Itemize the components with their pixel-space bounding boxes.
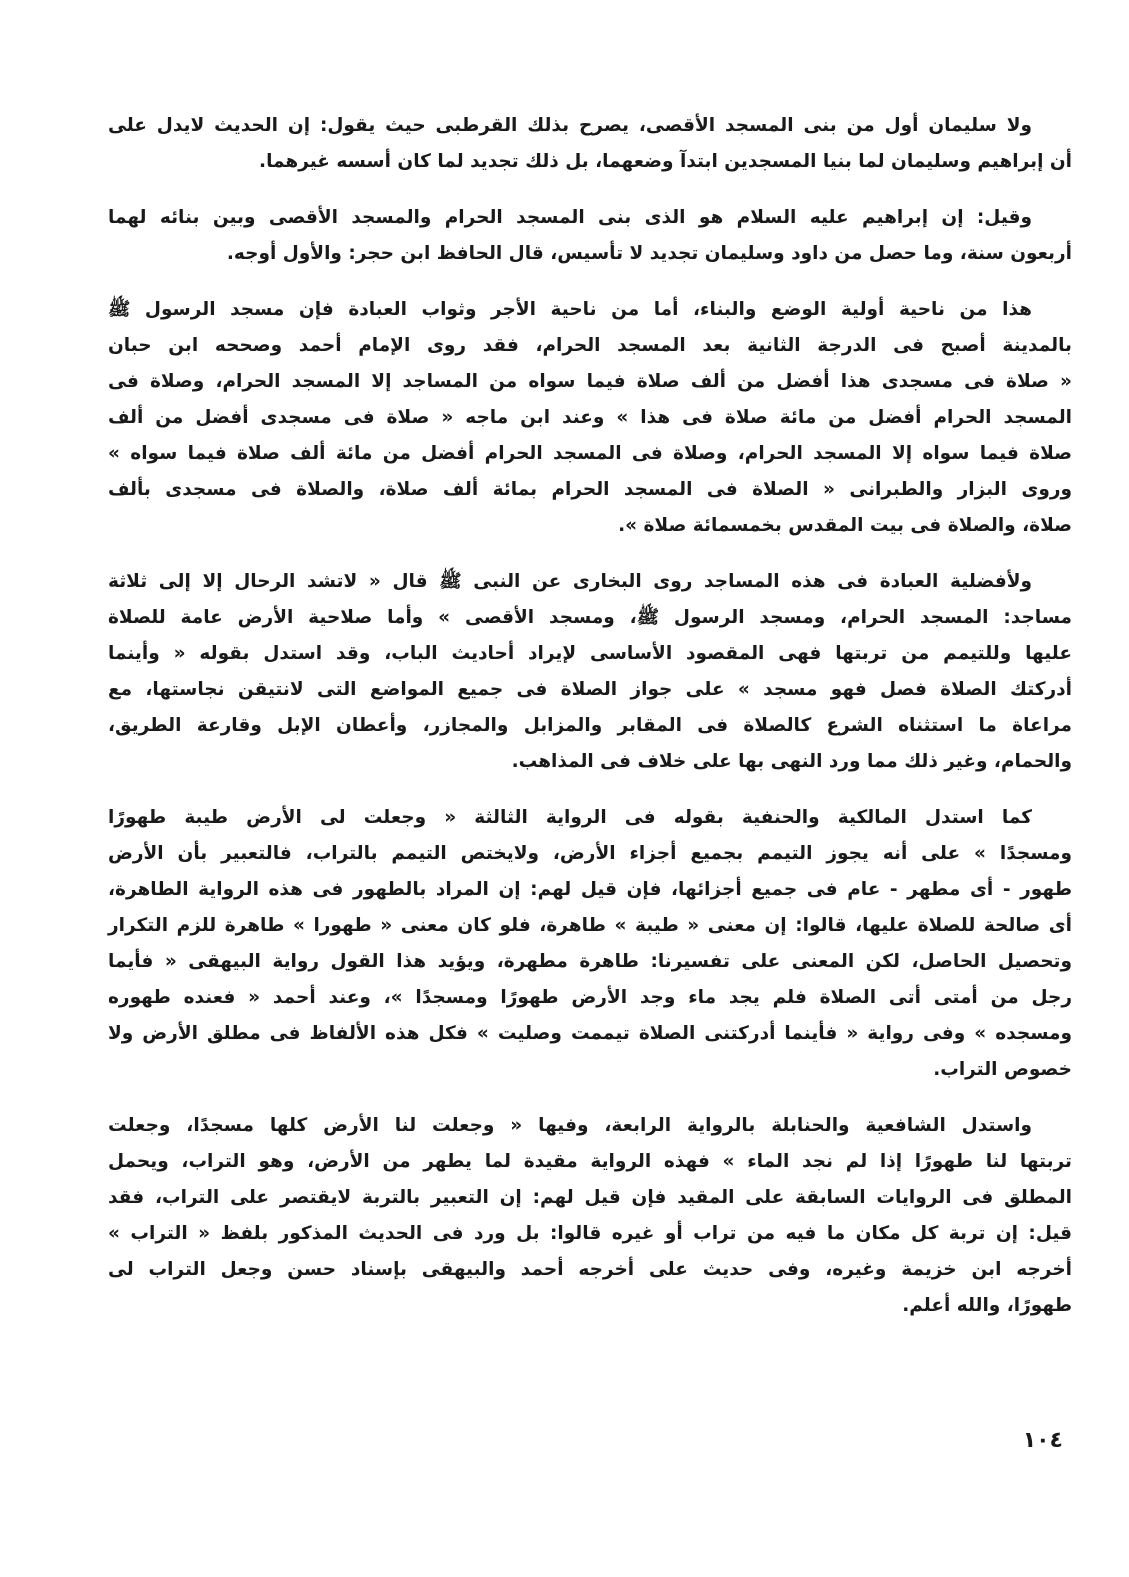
paragraph — [108, 108, 1072, 180]
text-line: عليها وللتيمم من تربتها فهى المقصود الأساسى لإيراد أحاديث الباب، وقد استدل بقوله « وأينما — [108, 643, 1072, 664]
text-line: صلاة، والصلاة فى بيت المقدس بخمسمائة صلاة ». — [618, 515, 1072, 536]
text-line: رجل من أمتى أتى الصلاة فلم يجد ماء وجد الأرض طهورًا ومسجدًا »، وعند أحمد « فعنده طهوره — [108, 987, 1072, 1008]
paragraph — [108, 292, 1072, 544]
text-line: كما استدل المالكية والحنفية بقوله فى الرواية الثالثة « وجعلت لى الأرض طيبة طهورًا — [108, 807, 1032, 828]
page-number: ١٠٤ — [1022, 1428, 1063, 1453]
text-line: ولأفضلية العبادة فى هذه المساجد روى البخارى عن النبى ﷺ قال « لاتشد الرحال إلا إلى ثلاثة — [108, 571, 1032, 592]
text-line: والحمام، وغير ذلك مما ورد النهى بها على خلاف فى المذاهب. — [511, 751, 1072, 772]
text-line: أدركتك الصلاة فصل فهو مسجد » على جواز الصلاة فى جميع المواضع التى لانتيقن نجاستها، مع — [108, 679, 1072, 700]
text-line: المسجد الحرام أفضل من مائة صلاة فى هذا » وعند ابن ماجه « صلاة فى مسجدى أفضل من ألف — [108, 407, 1072, 428]
text-line: أن إبراهيم وسليمان لما بنيا المسجدين ابتدآ وضعهما، بل ذلك تجديد لما كان أسسه غيرهما. — [259, 151, 1072, 172]
text-line: مراعاة ما استثناه الشرع كالصلاة فى المقابر والمزابل والمجازر، وأعطان الإبل وقارعة الطريق، — [108, 715, 1072, 736]
text-line: « صلاة فى مسجدى هذا أفضل من ألف صلاة فيما سواه من المساجد إلا المسجد الحرام، وصلاة فى — [108, 371, 1072, 392]
paragraph — [108, 1108, 1072, 1324]
text-line: أى صالحة للصلاة عليها، قالوا: إن معنى « طيبة » طاهرة، فلو كان معنى « طهورا » طاهرة للزم التكرار — [108, 915, 1072, 936]
text-line: قيل: إن تربة كل مكان ما فيه من تراب أو غيره قالوا: بل ورد فى الحديث المذكور بلفظ « التراب » — [108, 1223, 1072, 1244]
text-line: ومسجدًا » على أنه يجوز التيمم بجميع أجزاء الأرض، ولايختص التيمم بالتراب، فالتعبير بأن الأرض — [108, 843, 1072, 864]
text-line: تربتها لنا طهورًا إذا لم نجد الماء » فهذه الرواية مقيدة لما يطهر من الأرض، وهو التراب، ويحمل — [108, 1151, 1072, 1172]
text-line: أربعون سنة، وما حصل من داود وسليمان تجديد لا تأسيس، قال الحافظ ابن حجر: والأول أوجه. — [226, 243, 1072, 264]
text-line: بالمدينة أصبح فى الدرجة الثانية بعد المسجد الحرام، فقد روى الإمام أحمد وصححه ابن حبان — [108, 335, 1072, 356]
text-line: صلاة فيما سواه إلا المسجد الحرام، وصلاة فى المسجد الحرام أفضل من مائة ألف صلاة فيما سواه » — [108, 443, 1072, 464]
text-line: ومسجده » وفى رواية « فأينما أدركتنى الصلاة تيممت وصليت » فكل هذه الألفاظ فى مطلق الأرض ولا — [108, 1023, 1072, 1044]
text-line: وقيل: إن إبراهيم عليه السلام هو الذى بنى المسجد الحرام والمسجد الأقصى وبين بنائه لهما — [108, 207, 1032, 228]
text-line: طهورًا، والله أعلم. — [902, 1295, 1072, 1316]
paragraph — [108, 564, 1072, 780]
text-line: خصوص التراب. — [933, 1059, 1072, 1080]
text-line: وتحصيل الحاصل، لكن المعنى على تفسيرنا: طاهرة مطهرة، ويؤيد هذا القول رواية البيهقى « فأيما — [108, 951, 1072, 972]
paragraph — [108, 200, 1072, 272]
text-line: وروى البزار والطبرانى « الصلاة فى المسجد الحرام بمائة ألف صلاة، والصلاة فى مسجدى بألف — [108, 479, 1072, 500]
text-line: ولا سليمان أول من بنى المسجد الأقصى، يصرح بذلك القرطبى حيث يقول: إن الحديث لايدل على — [108, 115, 1032, 136]
text-line: واستدل الشافعية والحنابلة بالرواية الرابعة، وفيها « وجعلت لنا الأرض كلها مسجدًا، وجعلت — [108, 1115, 1032, 1136]
text-line: هذا من ناحية أولية الوضع والبناء، أما من ناحية الأجر وثواب العبادة فإن مسجد الرسول ﷺ — [108, 299, 1032, 320]
text-line: طهور - أى مطهر - عام فى جميع أجزائها، فإن قيل لهم: إن المراد بالطهور فى هذه الرواية الطاهرة، — [108, 879, 1072, 900]
text-line: مساجد: المسجد الحرام، ومسجد الرسول ﷺ، ومسجد الأقصى » وأما صلاحية الأرض عامة للصلاة — [108, 607, 1072, 628]
text-line: أخرجه ابن خزيمة وغيره، وفى حديث على أخرجه أحمد والبيهقى بإسناد حسن وجعل التراب لى — [108, 1259, 1072, 1280]
text-line: المطلق فى الروايات السابقة على المقيد فإن قيل لهم: إن التعبير بالتربة لايقتصر على التراب، فقد — [108, 1187, 1072, 1208]
paragraph — [108, 800, 1072, 1088]
document-body — [108, 108, 1072, 1344]
